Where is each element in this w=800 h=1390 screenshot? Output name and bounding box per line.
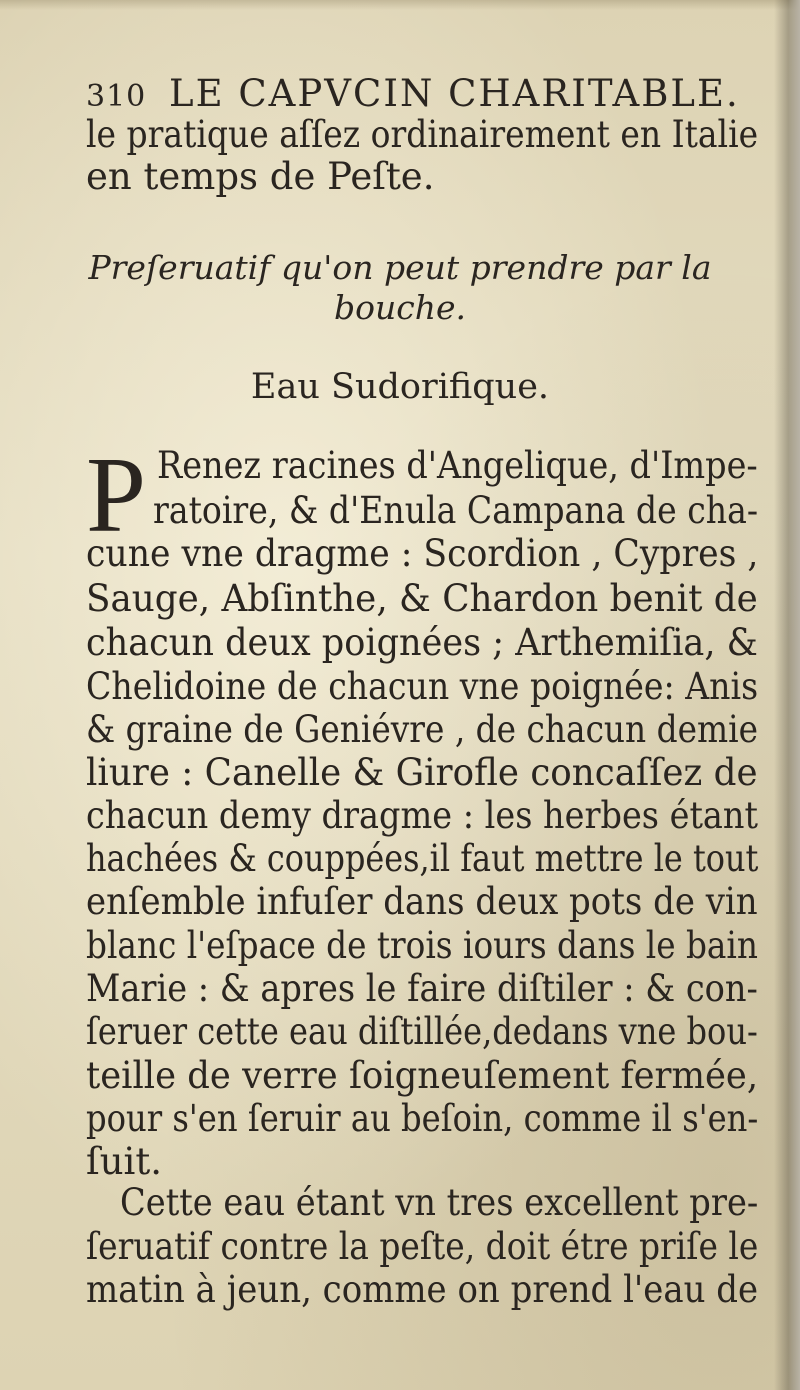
recipe-line: ſuit. xyxy=(86,1140,162,1183)
intro-line-2: en temps de Peſte. xyxy=(86,155,435,198)
recipe-line: blanc l'eſpace de trois iours dans le bain xyxy=(86,924,758,967)
paragraph-2-line-2: ſeruatif contre la peſte, doit étre priſe le xyxy=(86,1225,759,1268)
recipe-line: enſemble infuſer dans deux pots de vin xyxy=(86,880,758,923)
recipe-line: chacun demy dragme : les herbes étant xyxy=(86,794,758,837)
subheading-line-1: Preſeruatif qu'on peut prendre par la xyxy=(88,248,712,287)
paragraph-2-line-1: Cette eau étant vn tres excellent pre- xyxy=(120,1181,759,1224)
recipe-line: liure : Canelle & Girofle concaſſez de xyxy=(86,751,758,794)
running-header xyxy=(86,72,740,119)
recipe-line-2: ratoire, & d'Enula Campana de cha- xyxy=(153,489,759,532)
page-number: 310 xyxy=(86,79,147,114)
recipe-line: cune vne dragme : Scordion , Cypres , xyxy=(86,532,759,575)
recipe-line: hachées & couppées,il faut mettre le tout xyxy=(86,837,759,880)
recipe-line: & graine de Geniévre , de chacun demie xyxy=(86,708,759,751)
page-gutter-shadow xyxy=(774,0,800,1390)
section-title: Eau Sudorifique. xyxy=(250,367,550,407)
recipe-line-1: Renez racines d'Angelique, d'Impe- xyxy=(157,444,758,487)
recipe-line: teille de verre ſoigneuſement fermée, xyxy=(86,1054,759,1097)
recipe-line: Sauge, Abſinthe, & Chardon benit de xyxy=(86,577,758,620)
paragraph-2-line-3: matin à jeun, comme on prend l'eau de xyxy=(86,1268,759,1311)
intro-line-1: le pratique aſſez ordinairement en Italie xyxy=(86,113,759,156)
page-top-shadow xyxy=(0,0,800,10)
recipe-line: chacun deux poignées ; Arthemiſia, & xyxy=(86,621,758,664)
recipe-line: Chelidoine de chacun vne poignée: Anis xyxy=(86,665,759,708)
drop-cap: P xyxy=(86,436,147,555)
recipe-line: ſeruer cette eau diſtillée,dedans vne bou- xyxy=(86,1010,758,1053)
recipe-line: Marie : & apres le faire diſtiler : & con- xyxy=(86,967,758,1010)
recipe-line: pour s'en ſeruir au beſoin, comme il s'en- xyxy=(86,1097,759,1140)
subheading-line-2: bouche. xyxy=(334,288,466,327)
running-title: LE CAPVCIN CHARITABLE. xyxy=(169,72,740,115)
